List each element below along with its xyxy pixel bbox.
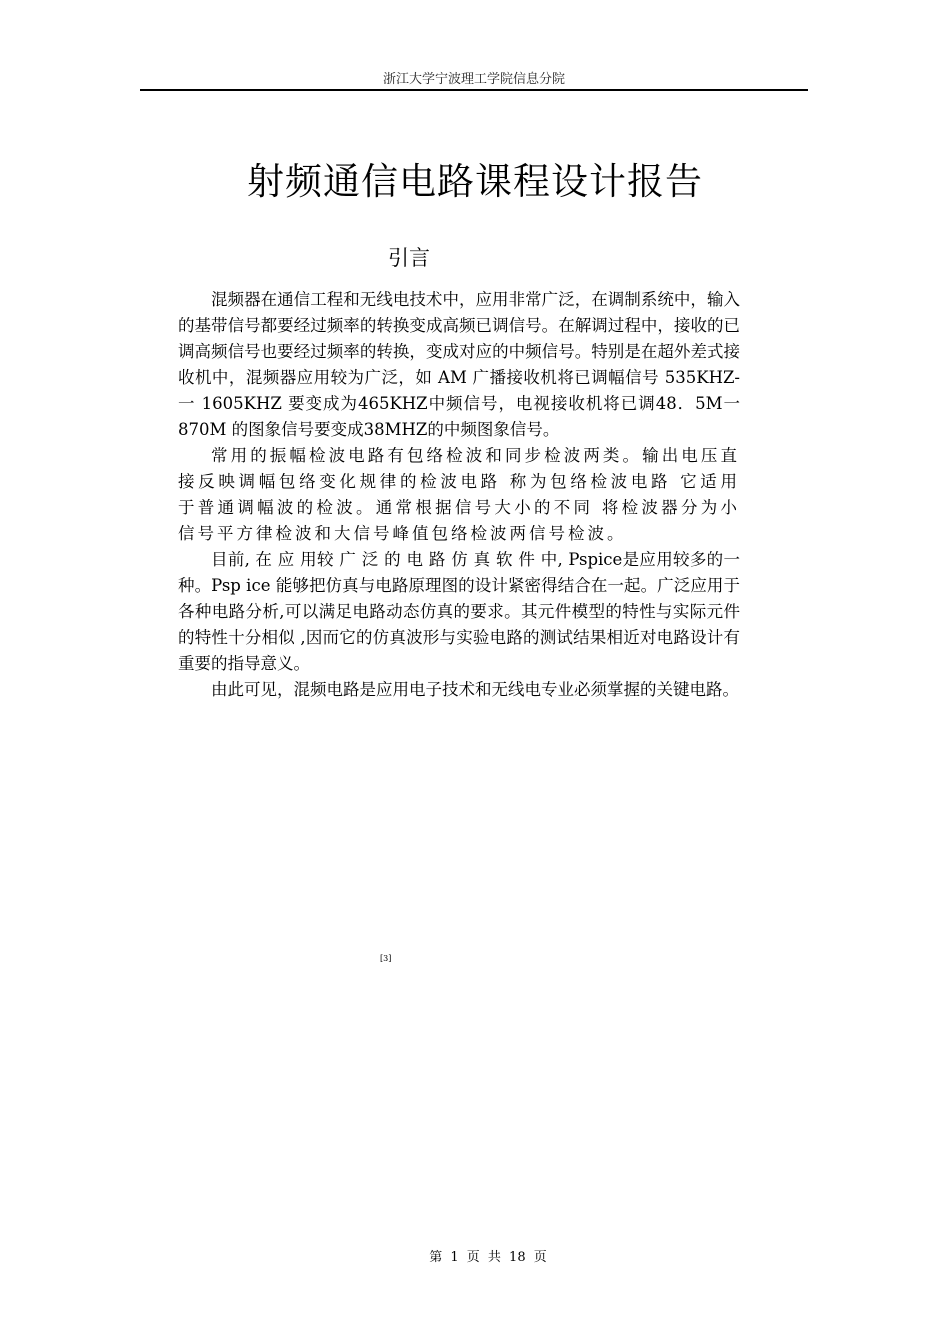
body-text: [178, 287, 740, 703]
page-header: 浙江大学宁波理工学院信息分院: [382, 72, 565, 87]
paragraph-mixer-intro: 混频器在通信工程和无线电技术中，应用非常广泛，在调制系统中，输入的基带信号都要经过频率的转换变成高频已调信号。在解调过程中，接收的已调高频信号也要经过频率的转换，变成对应的中频信号。特别是在超外差式接收机中，混频器应用较为广泛，如 AM 广播接收机将已调幅信号 535KHZ-一 1605KHZ 要变成为465KHZ中频信号，电视接收机将已调48．5M一870M 的图象信号要变成38MHZ的中频图象信号。: [178, 290, 740, 439]
paragraph-detection: 常用的振幅检波电路有包络检波和同步检波两类。输出电压直接反映调幅包络变化规律的检波电路 称为包络检波电路 它适用于普通调幅波的检波。通常根据信号大小的不同 将检波器分为小信号平方律检波和大信号峰值包络检波两信号检波。: [178, 446, 740, 543]
document-title: 射频通信电路课程设计报告: [247, 160, 703, 203]
paragraph-conclusion: 由此可见，混频电路是应用电子技术和无线电专业必须掌握的关键电路。: [211, 680, 739, 699]
header-divider: [140, 89, 808, 91]
section-heading: 引言: [388, 246, 430, 270]
paragraph-pspice: 目前, 在 应 用较 广 泛 的 电 路 仿 真 软 件 中, Pspice是应用较多的一种。Psp ice 能够把仿真与电路原理图的设计紧密得结合在一起。广泛应用于各种电路分析,可以满足电路动态仿真的要求。其元件模型的特性与实际元件的特性十分相似 ,因而它的仿真波形与实验电路的测试结果相近对电路设计有重要的指导意义。: [178, 550, 740, 673]
reference-mark: [3]: [380, 954, 392, 963]
page-number: 第 1 页 共 18 页: [429, 1250, 547, 1265]
